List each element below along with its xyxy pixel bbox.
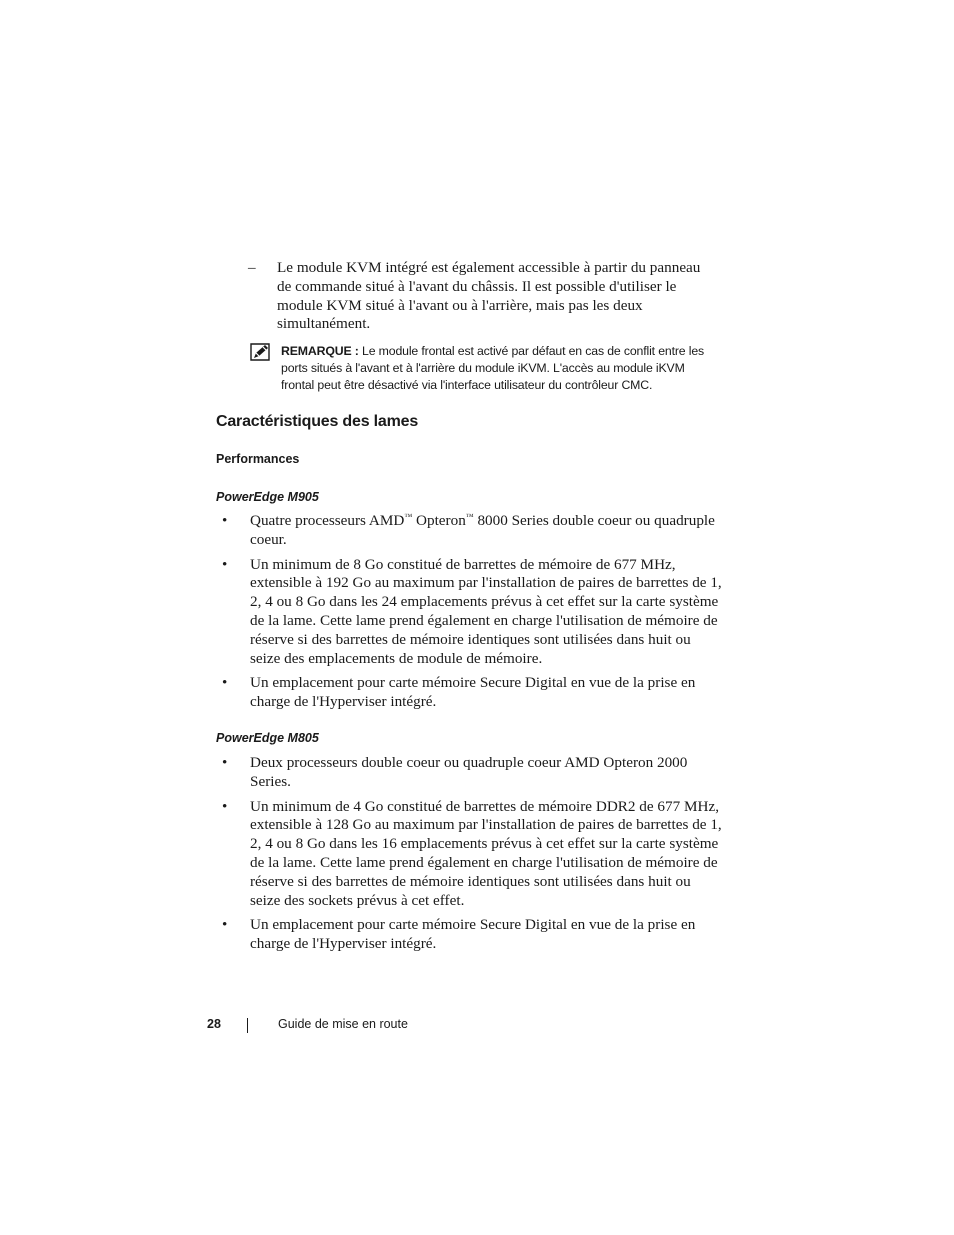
list-item: [222, 512, 722, 550]
page-number: 28: [207, 1017, 221, 1031]
bullet-marker: •: [222, 797, 228, 815]
bullet-text-part: 8000 Series double coeur ou quadruple coeur.: [250, 512, 715, 548]
subsection-title: Performances: [216, 452, 300, 466]
dash-marker: –: [248, 259, 256, 276]
bullet-marker: •: [222, 916, 228, 934]
dash-item-text: Le module KVM intégré est également accessible à partir du panneau de commande situé à l'avant du châssis. Il est possible d'utiliser le module KVM situé à l'avant ou à l'arrière, mais pas les deux simultanément.: [277, 259, 701, 333]
note-text: [281, 343, 720, 394]
guide-title: Guide de mise en route: [278, 1017, 408, 1031]
model-title-m805: PowerEdge M805: [216, 731, 319, 745]
bullet-text: Un minimum de 8 Go constitué de barrettes de mémoire de 677 MHz, extensible à 192 Go au maximum par l'installation de paires de barrettes de 1, 2, 4 ou 8 Go dans les 24 emplacements prévus à cet effet sur la carte système de la lame. Cette lame prend également en charge l'utilisation de mémoire de réserve si des barrettes de mémoire identiques sont utilisées dans huit ou seize des emplacements de module de mémoire.: [250, 555, 722, 667]
bullet-marker: •: [222, 674, 228, 692]
list-item: [222, 754, 722, 792]
note-body: Le module frontal est activé par défaut en cas de conflit entre les ports situés à l'avant et à l'arrière du module iKVM. L'accès au module iKVM frontal peut être désactivé via l'interface utilisateur du contrôleur CMC.: [281, 344, 705, 392]
bullet-text: Un emplacement pour carte mémoire Secure Digital en vue de la prise en charge de l'Hyperviser intégré.: [250, 674, 696, 711]
m805-feature-list: [222, 754, 722, 960]
trademark-symbol: ™: [404, 512, 413, 521]
bullet-text: Un minimum de 4 Go constitué de barrettes de mémoire DDR2 de 677 MHz, extensible à 128 Go au maximum par l'installation de paires de barrettes de 1, 2, 4 ou 8 Go dans les 16 emplacements prévus à cet effet sur la carte système de la lame. Cette lame prend également en charge l'utilisation de mémoire de réserve si des barrettes de mémoire identiques sont utilisées dans huit ou seize des sockets prévus à cet effet.: [250, 797, 722, 909]
pencil-note-icon: [250, 343, 270, 361]
dash-list-item: [248, 259, 718, 334]
bullet-marker: •: [222, 555, 228, 573]
footer-separator: [247, 1018, 248, 1033]
bullet-text-part: Opteron: [412, 512, 466, 529]
bullet-marker: •: [222, 754, 228, 771]
trademark-symbol: ™: [465, 512, 474, 521]
m905-feature-list: [222, 512, 722, 718]
list-item: [222, 916, 722, 954]
model-title-m905: PowerEdge M905: [216, 490, 319, 504]
bullet-text-part: Quatre processeurs AMD: [250, 512, 405, 529]
note-label: REMARQUE :: [281, 344, 359, 358]
bullet-marker: •: [222, 512, 228, 529]
list-item: [222, 556, 722, 669]
bullet-text: Un emplacement pour carte mémoire Secure Digital en vue de la prise en charge de l'Hyperviser intégré.: [250, 916, 696, 953]
bullet-text: Deux processeurs double coeur ou quadruple coeur AMD Opteron 2000 Series.: [250, 754, 688, 790]
note-box: [250, 343, 720, 394]
list-item: [222, 798, 722, 911]
list-item: [222, 674, 722, 712]
section-title: Caractéristiques des lames: [216, 413, 419, 430]
